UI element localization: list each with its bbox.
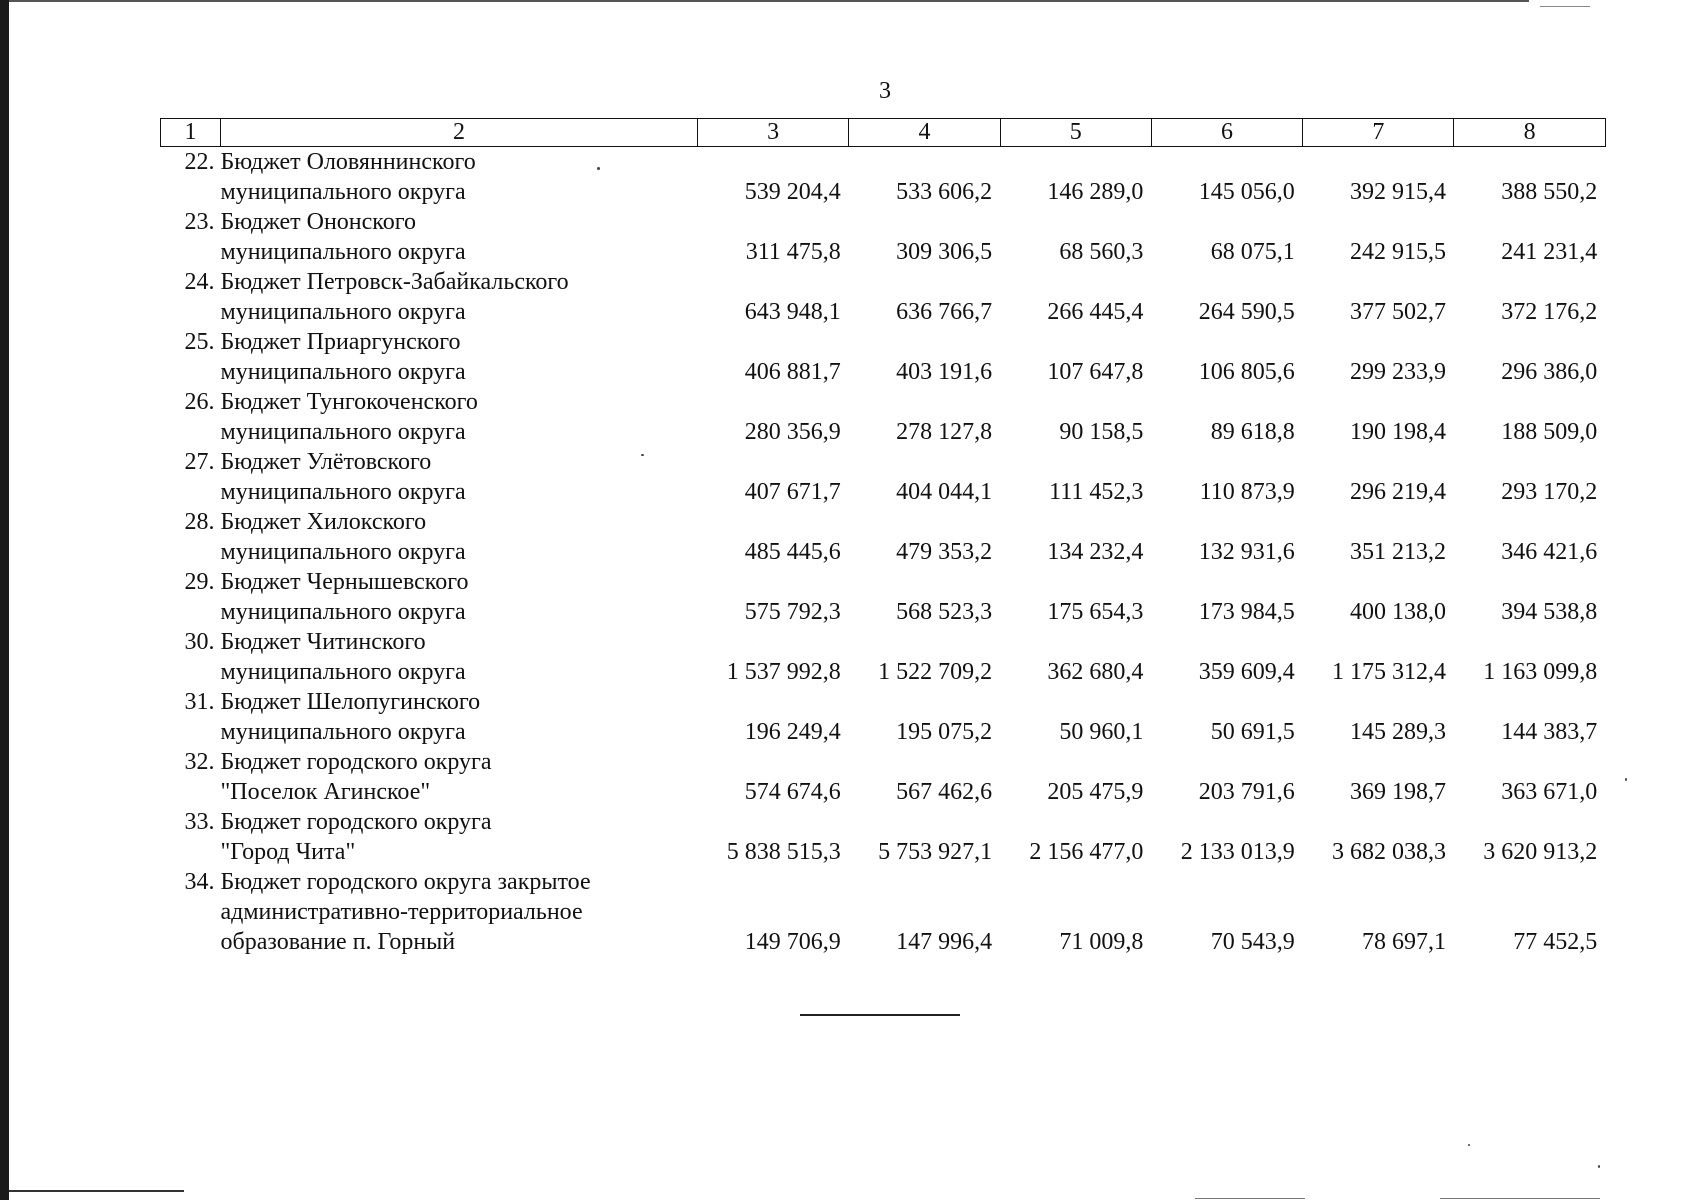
budget-name-line: образование п. Горный <box>220 929 456 955</box>
budget-name <box>221 567 698 627</box>
value-col-7: 145 289,3 <box>1349 719 1446 745</box>
table-body <box>161 147 1606 958</box>
value-col-7: 400 138,0 <box>1349 599 1446 625</box>
value-col-6: 68 075,1 <box>1210 239 1295 265</box>
scan-edge-left <box>0 0 9 1200</box>
value-col-7: 1 175 312,4 <box>1331 659 1446 685</box>
value-col-4: 5 753 927,1 <box>878 839 993 865</box>
budget-name-line: Бюджет Ононского <box>220 209 416 235</box>
budget-name-line: муниципального округа <box>220 239 466 265</box>
column-header-1: 1 <box>161 119 221 147</box>
budget-name-line: Бюджет Шелопугинского <box>220 689 481 715</box>
budget-name <box>221 447 698 507</box>
budget-name-line: муниципального округа <box>220 479 466 505</box>
value-col-5: 68 560,3 <box>1059 239 1144 265</box>
value-col-3: 5 838 515,3 <box>726 839 841 865</box>
value-col-7: 351 213,2 <box>1349 539 1446 565</box>
value-col-7: 190 198,4 <box>1349 419 1446 445</box>
table-row <box>161 207 1606 267</box>
scan-speck <box>1598 1165 1600 1168</box>
budget-name-line: Бюджет Чернышевского <box>220 569 469 595</box>
closing-rule <box>800 1014 960 1016</box>
value-col-4: 195 075,2 <box>896 719 993 745</box>
value-col-3: 485 445,6 <box>744 539 841 565</box>
value-col-6: 264 590,5 <box>1198 299 1295 325</box>
value-col-7: 299 233,9 <box>1349 359 1446 385</box>
row-number: 24. <box>184 269 215 295</box>
value-col-8: 241 231,4 <box>1501 239 1598 265</box>
budget-name-line: муниципального округа <box>220 179 466 205</box>
value-col-6: 70 543,9 <box>1210 929 1295 955</box>
budget-name-line: Бюджет Улётовского <box>220 449 432 475</box>
table-header <box>161 119 1606 147</box>
value-col-3: 280 356,9 <box>744 419 841 445</box>
row-number: 30. <box>184 629 215 655</box>
value-col-5: 107 647,8 <box>1047 359 1144 385</box>
column-header-5: 5 <box>1000 119 1151 147</box>
value-col-4: 1 522 709,2 <box>878 659 993 685</box>
scan-edge-bottom-mid <box>1195 1198 1305 1199</box>
column-header-7: 7 <box>1303 119 1454 147</box>
value-col-5: 146 289,0 <box>1047 179 1144 205</box>
value-col-4: 278 127,8 <box>896 419 993 445</box>
value-col-7: 242 915,5 <box>1349 239 1446 265</box>
table-row <box>161 807 1606 867</box>
row-number: 32. <box>184 749 215 775</box>
row-number: 27. <box>184 449 215 475</box>
budget-name-line: Бюджет городского округа закрытое <box>220 869 591 895</box>
value-col-4: 309 306,5 <box>896 239 993 265</box>
value-col-7: 392 915,4 <box>1349 179 1446 205</box>
value-col-5: 175 654,3 <box>1047 599 1144 625</box>
budget-name-line: муниципального округа <box>220 659 466 685</box>
value-col-3: 1 537 992,8 <box>726 659 841 685</box>
column-header-3: 3 <box>698 119 849 147</box>
value-col-5: 50 960,1 <box>1059 719 1144 745</box>
budget-name <box>221 507 698 567</box>
row-number: 34. <box>184 869 215 895</box>
table-row <box>161 687 1606 747</box>
value-col-4: 479 353,2 <box>896 539 993 565</box>
value-col-6: 50 691,5 <box>1210 719 1295 745</box>
budget-name <box>221 267 698 327</box>
value-col-6: 173 984,5 <box>1198 599 1295 625</box>
value-col-8: 77 452,5 <box>1513 929 1598 955</box>
budget-name-line: Бюджет Читинского <box>220 629 426 655</box>
budget-name-line: "Город Чита" <box>220 839 356 865</box>
row-number: 29. <box>184 569 215 595</box>
value-col-6: 359 609,4 <box>1198 659 1295 685</box>
value-col-5: 90 158,5 <box>1059 419 1144 445</box>
value-col-6: 89 618,8 <box>1210 419 1295 445</box>
value-col-3: 311 475,8 <box>745 239 841 265</box>
budget-name <box>221 687 698 747</box>
table-row <box>161 447 1606 507</box>
budget-name-line: Бюджет Петровск-Забайкальского <box>220 269 569 295</box>
table-row <box>161 147 1606 208</box>
row-number: 33. <box>184 809 215 835</box>
value-col-5: 2 156 477,0 <box>1029 839 1144 865</box>
table-row <box>161 567 1606 627</box>
row-number: 25. <box>184 329 215 355</box>
budget-name-line: Бюджет Хилокского <box>220 509 427 535</box>
value-col-7: 3 682 038,3 <box>1331 839 1446 865</box>
table-row <box>161 747 1606 807</box>
value-col-6: 145 056,0 <box>1198 179 1295 205</box>
value-col-3: 196 249,4 <box>744 719 841 745</box>
budget-name <box>221 807 698 867</box>
budget-name-line: Бюджет Оловяннинского <box>220 149 476 175</box>
value-col-4: 568 523,3 <box>896 599 993 625</box>
value-col-6: 132 931,6 <box>1198 539 1295 565</box>
budget-name <box>221 747 698 807</box>
value-col-8: 1 163 099,8 <box>1483 659 1598 685</box>
value-col-3: 406 881,7 <box>744 359 841 385</box>
row-number: 26. <box>184 389 215 415</box>
budget-name-line: муниципального округа <box>220 719 466 745</box>
budget-table <box>160 118 1606 957</box>
value-col-4: 404 044,1 <box>896 479 993 505</box>
budget-name <box>221 327 698 387</box>
value-col-5: 71 009,8 <box>1059 929 1144 955</box>
value-col-3: 149 706,9 <box>744 929 841 955</box>
value-col-8: 3 620 913,2 <box>1483 839 1598 865</box>
row-number: 28. <box>184 509 215 535</box>
column-header-4: 4 <box>849 119 1000 147</box>
value-col-6: 2 133 013,9 <box>1180 839 1295 865</box>
header-row <box>161 119 1606 147</box>
value-col-5: 134 232,4 <box>1047 539 1144 565</box>
table-row <box>161 627 1606 687</box>
value-col-7: 78 697,1 <box>1361 929 1446 955</box>
value-col-5: 362 680,4 <box>1047 659 1144 685</box>
value-col-3: 574 674,6 <box>744 779 841 805</box>
table-row <box>161 267 1606 327</box>
budget-name <box>221 387 698 447</box>
column-header-8: 8 <box>1454 119 1605 147</box>
scan-speck <box>1468 1144 1470 1146</box>
budget-name-line: Бюджет Тунгокоченского <box>220 389 478 415</box>
budget-name <box>221 627 698 687</box>
value-col-8: 296 386,0 <box>1501 359 1598 385</box>
value-col-8: 394 538,8 <box>1501 599 1598 625</box>
budget-name-line: муниципального округа <box>220 419 466 445</box>
scan-edge-bottom-right <box>1440 1198 1600 1199</box>
value-col-7: 369 198,7 <box>1349 779 1446 805</box>
value-col-3: 539 204,4 <box>744 179 841 205</box>
table-row <box>161 387 1606 447</box>
budget-name-line: административно-территориальное <box>220 899 583 925</box>
budget-name-line: муниципального округа <box>220 599 466 625</box>
value-col-6: 203 791,6 <box>1198 779 1295 805</box>
value-col-4: 533 606,2 <box>896 179 993 205</box>
value-col-8: 188 509,0 <box>1501 419 1598 445</box>
row-number: 31. <box>184 689 215 715</box>
value-col-5: 111 452,3 <box>1049 479 1144 505</box>
budget-name <box>221 147 698 208</box>
row-number: 23. <box>184 209 215 235</box>
budget-name-line: муниципального округа <box>220 359 466 385</box>
value-col-8: 372 176,2 <box>1501 299 1598 325</box>
value-col-7: 296 219,4 <box>1349 479 1446 505</box>
value-col-8: 293 170,2 <box>1501 479 1598 505</box>
value-col-6: 106 805,6 <box>1198 359 1295 385</box>
budget-name-line: Бюджет городского округа <box>220 809 492 835</box>
value-col-4: 147 996,4 <box>896 929 993 955</box>
table-row <box>161 507 1606 567</box>
value-col-4: 567 462,6 <box>896 779 993 805</box>
value-col-4: 636 766,7 <box>896 299 993 325</box>
row-number: 22. <box>184 149 215 175</box>
value-col-8: 346 421,6 <box>1501 539 1598 565</box>
table-row <box>161 867 1606 957</box>
budget-name-line: "Поселок Агинское" <box>220 779 431 805</box>
value-col-3: 407 671,7 <box>744 479 841 505</box>
scan-edge-bottom-left <box>9 1190 184 1192</box>
column-header-2: 2 <box>221 119 698 147</box>
value-col-6: 110 873,9 <box>1199 479 1295 505</box>
value-col-8: 144 383,7 <box>1501 719 1598 745</box>
table-row <box>161 327 1606 387</box>
scan-edge-top <box>9 0 1529 2</box>
scan-speck <box>1625 778 1627 781</box>
value-col-3: 643 948,1 <box>744 299 841 325</box>
value-col-5: 205 475,9 <box>1047 779 1144 805</box>
value-col-7: 377 502,7 <box>1349 299 1446 325</box>
page-number: 3 <box>879 78 891 104</box>
value-col-5: 266 445,4 <box>1047 299 1144 325</box>
value-col-8: 363 671,0 <box>1501 779 1598 805</box>
budget-name-line: Бюджет Приаргунского <box>220 329 461 355</box>
column-header-6: 6 <box>1151 119 1302 147</box>
value-col-4: 403 191,6 <box>896 359 993 385</box>
scan-edge-top-fragment <box>1540 6 1590 7</box>
budget-name <box>221 207 698 267</box>
budget-name-line: муниципального округа <box>220 539 466 565</box>
budget-name-line: муниципального округа <box>220 299 466 325</box>
value-col-8: 388 550,2 <box>1501 179 1598 205</box>
budget-name-line: Бюджет городского округа <box>220 749 492 775</box>
budget-name <box>221 867 698 957</box>
value-col-3: 575 792,3 <box>744 599 841 625</box>
